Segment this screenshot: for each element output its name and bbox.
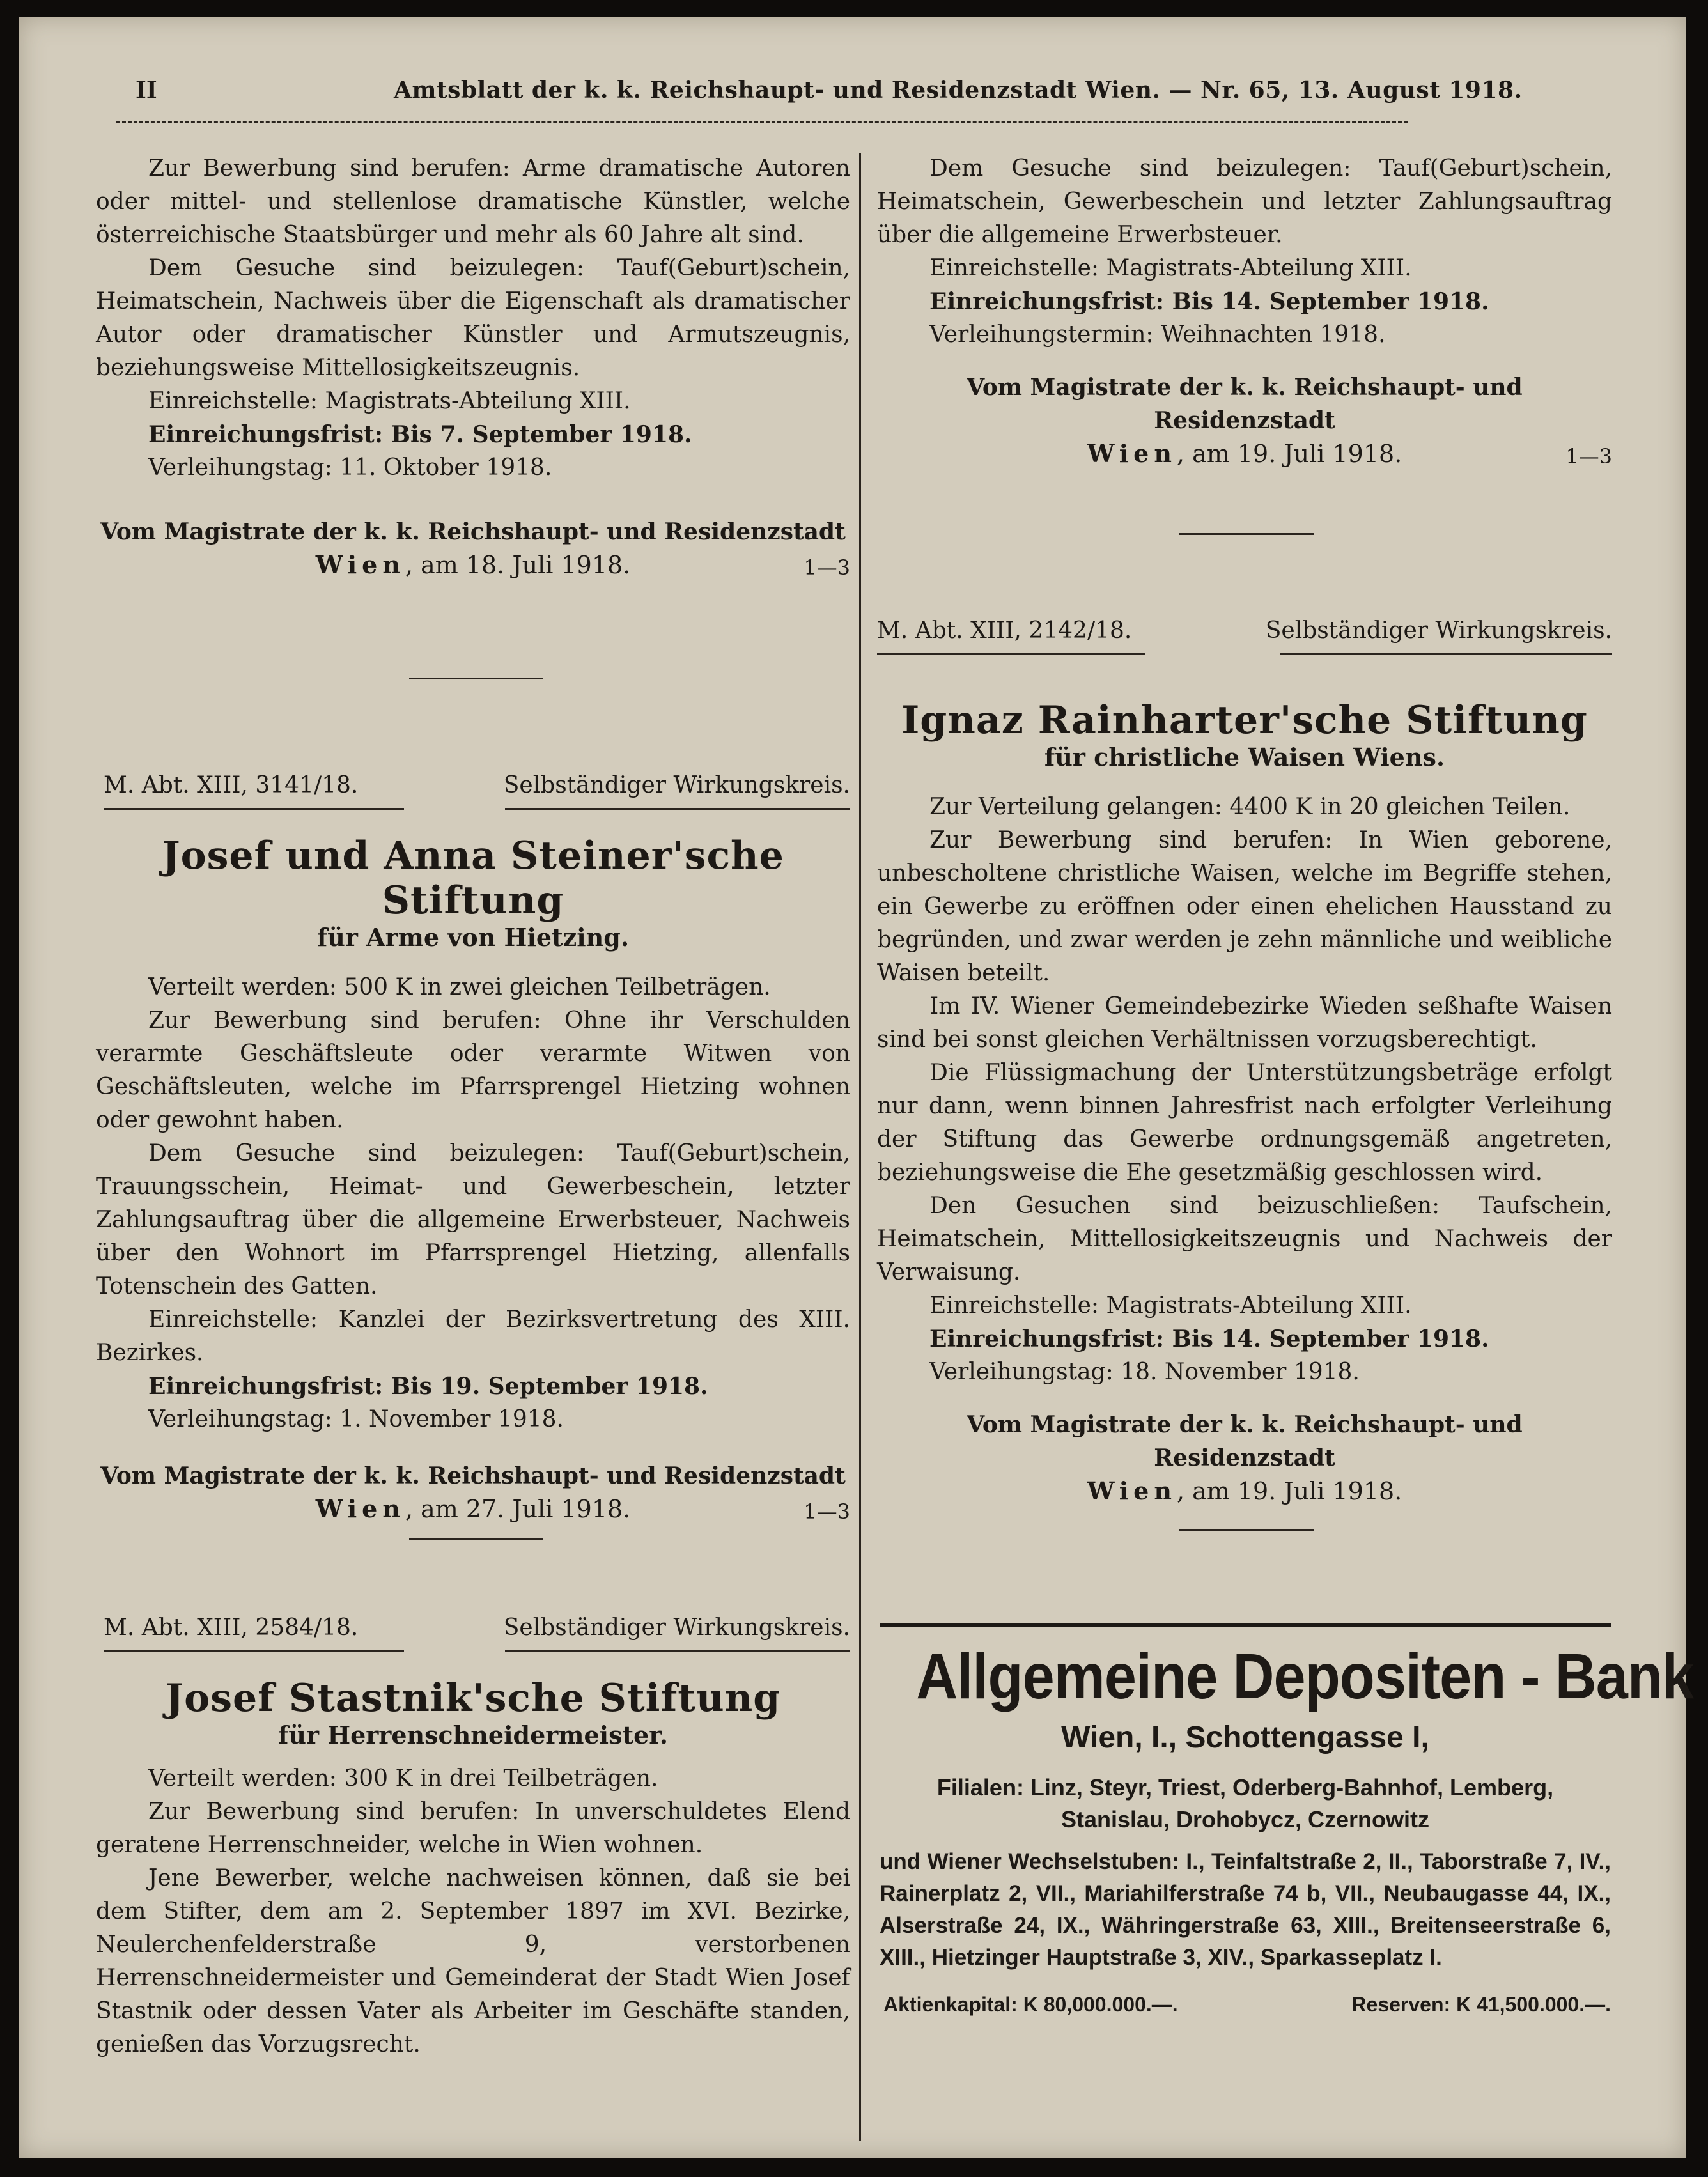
- paragraph: Zur Bewerbung sind berufen: In Wien geborene, unbescholtene christliche Waisen, welche im Begriffe stehen, ein Gewerbe zu eröffnen oder einen ehelichen Hausstand zu begründen, und zwar werden je zehn männliche und weibliche Waisen beteilt.: [877, 827, 1612, 986]
- paragraph: Zur Bewerbung sind berufen: Arme dramatische Autoren oder mittel- und stellenlose dramatische Künstler, welche österreichische Staatsbürger und mehr als 60 Jahre alt sind.: [96, 155, 850, 248]
- signature: Vom Magistrate der k. k. Reichshaupt- und Residenzstadt: [967, 374, 1523, 434]
- case-header: [96, 1615, 850, 1650]
- paragraph: Dem Gesuche sind beizulegen: Tauf(Geburt)schein, Heimatschein, Gewerbeschein und letzter Zahlungsauftrag über die allgemeine Erwerbsteuer.: [877, 155, 1612, 248]
- bank-advert: [880, 1640, 1694, 2021]
- steiner-notice: [96, 772, 850, 1526]
- running-header: [116, 64, 1523, 121]
- reserves: Reserven: K 41,500.000.—.: [1351, 1993, 1611, 2016]
- signature: Vom Magistrate der k. k. Reichshaupt- und Residenzstadt: [967, 1411, 1523, 1471]
- reference: 1—3: [804, 555, 850, 580]
- place: Wien: [315, 1494, 405, 1523]
- paragraph: Zur Bewerbung sind berufen: In unverschuldetes Elend geratene Herrenschneider, welche in Wien wohnen.: [96, 1799, 850, 1858]
- case-header: [96, 772, 850, 808]
- separator: [409, 1538, 543, 1540]
- scope: Selbständiger Wirkungskreis.: [1265, 617, 1612, 644]
- paragraph: Einreichstelle: Kanzlei der Bezirksvertretung des XIII. Bezirkes.: [96, 1306, 850, 1366]
- paragraph: Einreichungsfrist: Bis 7. September 1918.: [148, 421, 692, 448]
- notice-subtitle: für Herrenschneidermeister.: [277, 1721, 669, 1749]
- scope: Selbständiger Wirkungskreis.: [503, 1615, 850, 1641]
- place: Wien: [1087, 1476, 1177, 1505]
- date: , am 27. Juli 1918.: [405, 1495, 631, 1523]
- separator: [1179, 533, 1314, 535]
- right-top-notice: [877, 152, 1612, 470]
- date: , am 18. Juli 1918.: [405, 551, 631, 579]
- running-title: Amtsblatt der k. k. Reichshaupt- und Residenzstadt Wien. — Nr. 65, 13. August 1918.: [394, 77, 1523, 104]
- case-underline: [104, 1650, 404, 1652]
- case-number: M. Abt. XIII, 2584/18.: [104, 1615, 359, 1641]
- notice-title: Josef und Anna Steiner'sche Stiftung: [162, 833, 784, 923]
- date: , am 19. Juli 1918.: [1176, 1477, 1402, 1505]
- paragraph: Dem Gesuche sind beizulegen: Tauf(Geburt)schein, Heimatschein, Nachweis über die Eigenschaft als dramatischer Autor oder dramatischer Künstler und Armutszeugnis, beziehungsweise Mittellosigkeitszeugnis.: [96, 255, 850, 381]
- notice-subtitle: für christliche Waisen Wiens.: [1044, 743, 1445, 771]
- rainharter-notice: [877, 617, 1612, 1508]
- header-rule: [116, 121, 1408, 123]
- paragraph: Die Flüssigmachung der Unterstützungsbeträge erfolgt nur dann, wenn binnen Jahresfrist nach erfolgter Verleihung der Stiftung das Gewerbe ordnungsgemäß angetreten, beziehungsweise die Ehe gesetzmäßig geschlossen wird.: [877, 1060, 1612, 1186]
- place: Wien: [315, 550, 405, 579]
- scope-underline: [1280, 653, 1612, 655]
- paragraph: Verteilt werden: 500 K in zwei gleichen Teilbeträgen.: [148, 974, 771, 1000]
- notice-title: Ignaz Rainharter'sche Stiftung: [901, 698, 1588, 743]
- paragraph: Jene Bewerber, welche nachweisen können, daß sie bei dem Stifter, dem am 2. September 1897 im XVI. Bezirke, Neulerchenfelderstraße 9, verstorbenen Herrenschneidermeister und Gemeinderat der Stadt Wien Josef Stastnik oder dessen Vater als Arbeiter im Geschäfte standen, genießen das Vorzugsrecht.: [96, 1865, 850, 2057]
- paragraph: Einreichungsfrist: Bis 19. September 1918.: [148, 1373, 708, 1400]
- bank-branches: Filialen: Linz, Steyr, Triest, Oderberg-Bahnhof, Lemberg, Stanislau, Drohobycz, Czernowitz: [936, 1774, 1554, 1832]
- case-underline: [877, 653, 1145, 655]
- date-line: [96, 1492, 850, 1526]
- paragraph: Verleihungstag: 18. November 1918.: [929, 1359, 1360, 1385]
- paragraph: Den Gesuchen sind beizuschließen: Taufschein, Heimatschein, Mittellosigkeitszeugnis und Nachweis der Verwaisung.: [877, 1193, 1612, 1285]
- paragraph: Verleihungstag: 11. Oktober 1918.: [148, 454, 552, 481]
- paragraph: Verleihungstermin: Weihnachten 1918.: [929, 322, 1386, 348]
- capital-line: [880, 1993, 1611, 2021]
- paragraph: Zur Verteilung gelangen: 4400 K in 20 gleichen Teilen.: [929, 794, 1571, 820]
- advert-top-rule: [880, 1623, 1611, 1627]
- paragraph: Verteilt werden: 300 K in drei Teilbeträgen.: [148, 1765, 658, 1792]
- notice-subtitle: für Arme von Hietzing.: [316, 923, 630, 952]
- share-capital: Aktienkapital: K 80,000.000.—.: [883, 1993, 1178, 2016]
- scope-underline: [505, 808, 850, 810]
- exchange-offices: und Wiener Wechselstuben: I., Teinfaltstraße 2, II., Taborstraße 7, IV., Rainerplatz 2, VII., Mariahilferstraße 74 b, VII., Neubaugasse 44, IX., Alserstraße 24, IX., Währingerstraße 63, XIII., Breitenseerstraße 6, XIII., Hietzinger Hauptstraße 3, XIV., Sparkasseplatz I.: [880, 1849, 1611, 1970]
- date-line: [877, 437, 1612, 470]
- paragraph: Zur Bewerbung sind berufen: Ohne ihr Verschulden verarmte Geschäftsleute oder verarmte Witwen von Geschäftsleuten, welche im Pfarrsprengel Hietzing wohnen oder gewohnt haben.: [96, 1007, 850, 1133]
- signature: Vom Magistrate der k. k. Reichshaupt- und Residenzstadt: [100, 518, 846, 545]
- paragraph: Einreichungsfrist: Bis 14. September 1918.: [929, 1326, 1489, 1352]
- paragraph: Einreichungsfrist: Bis 14. September 1918.: [929, 288, 1489, 315]
- place: Wien: [1087, 439, 1177, 468]
- paragraph: Im IV. Wiener Gemeindebezirke Wieden seßhafte Waisen sind bei sonst gleichen Verhältnissen vorzugsberechtigt.: [877, 993, 1612, 1053]
- page-number: II: [136, 77, 157, 104]
- case-underline: [104, 808, 404, 810]
- reference: 1—3: [804, 1499, 850, 1524]
- paragraph: Einreichstelle: Magistrats-Abteilung XIII.: [929, 1292, 1412, 1319]
- case-number: M. Abt. XIII, 3141/18.: [104, 772, 359, 798]
- date-line: [96, 548, 850, 582]
- notice-title: Josef Stastnik'sche Stiftung: [165, 1676, 781, 1721]
- paragraph: Verleihungstag: 1. November 1918.: [148, 1406, 564, 1432]
- left-top-notice: [96, 152, 850, 582]
- column-divider: [859, 153, 861, 2141]
- case-number: M. Abt. XIII, 2142/18.: [877, 617, 1132, 644]
- bank-name: Allgemeine Depositen - Bank: [916, 1641, 1694, 1712]
- reference: 1—3: [1565, 444, 1612, 469]
- paragraph: Einreichstelle: Magistrats-Abteilung XIII.: [929, 255, 1412, 281]
- case-header: [877, 617, 1612, 653]
- paragraph: Einreichstelle: Magistrats-Abteilung XIII.: [148, 388, 631, 414]
- separator: [409, 678, 543, 679]
- bank-address: Wien, I., Schottengasse I,: [1061, 1721, 1429, 1755]
- paragraph: Dem Gesuche sind beizulegen: Tauf(Geburt)schein, Trauungsschein, Heimat- und Gewerbeschein, letzter Zahlungsauftrag über die allgemeine Erwerbsteuer, Nachweis über den Wohnort im Pfarrsprengel Hietzing, allenfalls Totenschein des Gatten.: [96, 1140, 850, 1299]
- scope-underline: [505, 1650, 850, 1652]
- stastnik-notice: [96, 1615, 850, 2061]
- separator: [1179, 1529, 1314, 1531]
- date: , am 19. Juli 1918.: [1176, 440, 1402, 468]
- date-line: [877, 1475, 1612, 1508]
- scope: Selbständiger Wirkungskreis.: [503, 772, 850, 798]
- signature: Vom Magistrate der k. k. Reichshaupt- und Residenzstadt: [100, 1462, 846, 1489]
